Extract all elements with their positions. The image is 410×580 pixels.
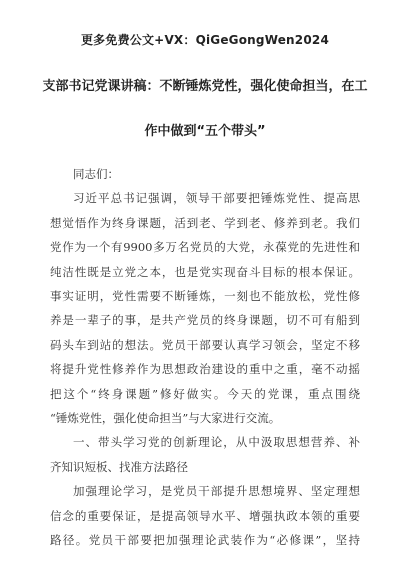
salutation: 同志们：: [73, 167, 119, 181]
body-line: “锤炼党性，强化使命担当”与大家进行交流。: [50, 411, 281, 426]
body-line: 养是一辈子的事，是共产党员的终身课题，切不可有船到: [50, 313, 360, 328]
body-line: 路径。党员干部要把加强理论武装作为“必修课”，坚持: [50, 533, 360, 548]
title-line-2: 作中做到“五个带头”: [144, 124, 266, 139]
body-line: 信念的重要保证，是提高领导水平、增强执政本领的重要: [50, 508, 360, 523]
body-line: 加强理论学习，是党员干部提升思想境界、坚定理想: [73, 484, 360, 499]
body-line: 习近平总书记强调，领导干部要把锤炼党性、提高思: [73, 191, 360, 206]
body-text: [50, 162, 360, 553]
body-line: 想觉悟作为终身课题，活到老、学到老、修养到老。我们: [50, 215, 360, 230]
body-line: 将提升党性修养作为思想政治建设的重中之重，毫不动摇: [50, 362, 360, 377]
body-line: 事实证明，党性需要不断锤炼，一刻也不能放松，党性修: [50, 289, 360, 304]
body-line: 纯洁性既是立党之本，也是党实现奋斗目标的根本保证。: [50, 264, 360, 279]
body-line: 党作为一个有9900多万名党员的大党，永葆党的先进性和: [50, 240, 360, 255]
body-line: 把这个“终身课题”修好做实。今天的党课，重点围绕: [50, 386, 360, 401]
section-heading-line: 一、带头学习党的创新理论，从中汲取思想营养、补: [73, 435, 360, 450]
body-line: 码头车到站的想法。党员干部要认真学习领会，坚定不移: [50, 337, 360, 352]
section-heading-line: 齐知识短板、找准方法路径: [50, 459, 188, 474]
promo-banner: 更多免费公文+VX：QiGeGongWen2024: [80, 33, 329, 47]
title-line-1: 支部书记党课讲稿：不断锤炼党性，强化使命担当，在工: [42, 79, 368, 94]
